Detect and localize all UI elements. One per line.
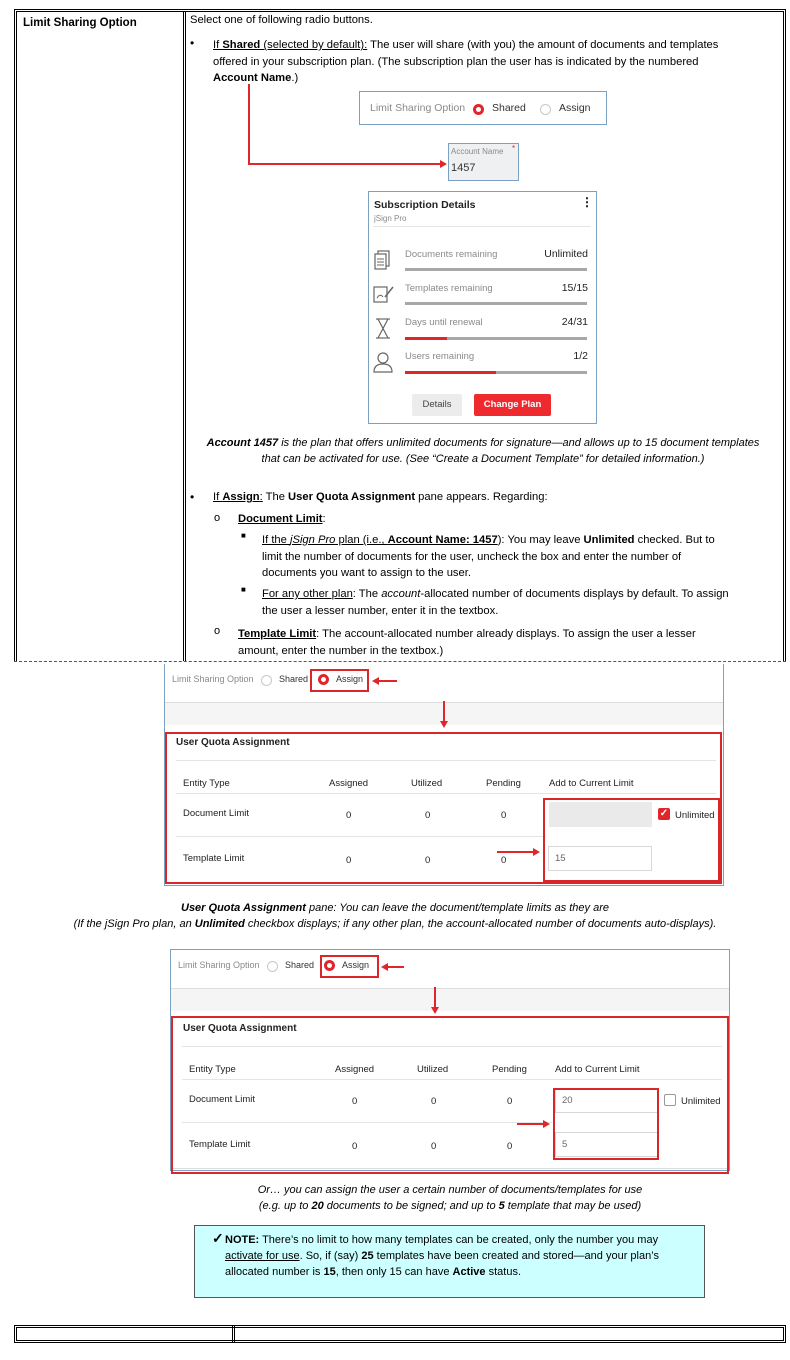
caption-quota-default: User Quota Assignment pane: You can leave the document/template limits as they are (If the jSign Pro plan, an Unlimited checkbox displays; if any other plan, the account-allocated number of documents auto-displays). xyxy=(73,902,717,930)
header-add-limit: Add to Current Limit xyxy=(555,1064,640,1075)
users-progress-fill xyxy=(405,371,496,374)
cell-pending: 0 xyxy=(507,1141,513,1152)
assign-radio-label: Assign xyxy=(336,674,364,684)
assign-radio-label: Assign xyxy=(342,960,370,970)
bullet-assign-text: If Assign: The User Quota Assignment pane appears. Regarding: xyxy=(213,491,548,503)
subscription-card xyxy=(368,191,597,424)
header-utilized: Utilized xyxy=(411,778,443,789)
shared-radio-label: Shared xyxy=(279,674,309,684)
assign-highlight xyxy=(320,955,379,978)
connector-line xyxy=(248,84,250,164)
sub-sub-bullet: ■ xyxy=(241,585,246,594)
shared-radio-label: Shared xyxy=(492,102,526,114)
templates-remaining-label: Templates remaining xyxy=(405,283,493,294)
arrow-left-icon xyxy=(381,963,388,971)
unlimited-label: Unlimited xyxy=(681,1096,721,1107)
template-limit-input[interactable]: 5 xyxy=(555,1132,658,1157)
header-assigned: Assigned xyxy=(335,1064,375,1075)
sub-sub-bullet: ■ xyxy=(241,531,246,540)
templates-progress xyxy=(405,302,587,305)
table-divider xyxy=(232,1325,235,1343)
shared-radio[interactable] xyxy=(261,674,272,686)
limit-column-highlight xyxy=(543,798,720,882)
header-entity-type: Entity Type xyxy=(183,778,230,789)
caption-account: Account 1457 is the plan that offers unlimited documents for signature—and allows up to 15 document templates that can be activated for use. (See “Create a Document Template” for detailed information.) xyxy=(206,437,760,465)
account-name-value: 1457 xyxy=(451,162,476,174)
arrow-left-icon xyxy=(372,677,379,685)
connector-line xyxy=(248,163,440,165)
documents-icon xyxy=(374,249,394,271)
users-remaining-label: Users remaining xyxy=(405,351,475,362)
more-menu-icon[interactable]: ⋮ xyxy=(581,195,593,209)
arrow-right-icon xyxy=(533,848,540,856)
limit-sharing-widget xyxy=(359,91,607,125)
cell-pending: 0 xyxy=(507,1096,513,1107)
subscription-plan: jSign Pro xyxy=(374,214,407,223)
limit-sharing-label: Limit Sharing Option xyxy=(370,102,466,114)
days-renewal-label: Days until renewal xyxy=(405,317,483,328)
bottom-table-row xyxy=(14,1325,786,1343)
documents-remaining-value: Unlimited xyxy=(544,248,588,260)
row-template-limit: Template Limit xyxy=(183,853,245,864)
cell-pending: 0 xyxy=(501,810,507,821)
bullet-dot: • xyxy=(190,36,195,50)
arrow-right-icon xyxy=(543,1120,550,1128)
days-progress-fill xyxy=(405,337,447,340)
limit-sharing-label: Limit Sharing Option xyxy=(178,960,260,970)
required-star: * xyxy=(512,144,516,153)
header-pending: Pending xyxy=(486,778,521,789)
arrow-down-icon xyxy=(431,1007,439,1014)
row-document-limit: Document Limit xyxy=(183,808,249,819)
cell-utilized: 0 xyxy=(425,855,431,866)
subscription-title: Subscription Details xyxy=(374,199,476,211)
cell-utilized: 0 xyxy=(425,810,431,821)
checkmark-icon: ✓ xyxy=(212,1230,224,1246)
header-add-limit: Add to Current Limit xyxy=(549,778,634,789)
quota-title: User Quota Assignment xyxy=(183,1023,297,1034)
cell-utilized: 0 xyxy=(431,1141,437,1152)
template-edit-icon xyxy=(373,283,395,305)
unlimited-checkbox[interactable]: ✓ xyxy=(659,808,669,819)
note-box: ✓ NOTE: There’s no limit to how many templates can be created, only the number you may activate for use. So, if (say) 25 templates have been created and stored—and your plan’s allocated number is 15, then only 15 can have Active status. xyxy=(194,1225,705,1298)
document-limit-heading: Document Limit: xyxy=(238,513,326,525)
spacer-band xyxy=(171,989,729,1011)
divider xyxy=(373,226,591,227)
limit-sharing-label: Limit Sharing Option xyxy=(172,674,254,684)
account-name-label: Account Name xyxy=(451,147,504,156)
header-pending: Pending xyxy=(492,1064,527,1075)
table-divider xyxy=(183,12,186,661)
arrow-shaft xyxy=(517,1123,543,1125)
days-renewal-value: 24/31 xyxy=(561,316,588,328)
cell-utilized: 0 xyxy=(431,1096,437,1107)
page-break-line xyxy=(14,661,786,662)
cell-pending: 0 xyxy=(501,855,507,866)
details-button[interactable]: Details xyxy=(412,394,462,416)
cell-assigned: 0 xyxy=(352,1096,358,1107)
header-utilized: Utilized xyxy=(417,1064,449,1075)
arrow-shaft xyxy=(388,966,404,968)
row-document-limit: Document Limit xyxy=(189,1094,255,1105)
template-limit-text: Template Limit: The account-allocated number already displays. To assign the user a lesser amount, enter the number in the textbox.) xyxy=(238,628,696,657)
cell-assigned: 0 xyxy=(352,1141,358,1152)
row-template-limit: Template Limit xyxy=(189,1139,251,1150)
document-limit-input[interactable]: 20 xyxy=(555,1088,658,1113)
arrow-shaft xyxy=(434,987,436,1007)
limit-column-highlight xyxy=(553,1088,659,1160)
document-limit-jsign-text: If the jSign Pro plan (i.e., Account Name: 1457): You may leave Unlimited checked. But to limit the number of documents for the user, uncheck the box and enter the number of documents you want to assign to the user. xyxy=(262,534,715,579)
shared-radio[interactable] xyxy=(267,960,278,972)
change-plan-button[interactable]: Change Plan xyxy=(474,394,551,416)
user-icon xyxy=(373,351,395,373)
template-limit-input[interactable]: 15 xyxy=(548,846,652,871)
bullet-dot: • xyxy=(190,490,195,504)
cell-assigned: 0 xyxy=(346,855,352,866)
row-label: Limit Sharing Option xyxy=(23,17,137,29)
bullet-shared-text: If Shared (selected by default): The user will share (with you) the amount of documents and templates offered in your subscription plan. (The subscription plan the user has is indicated by the numbered Account Name.) xyxy=(213,39,719,84)
templates-remaining-value: 15/15 xyxy=(561,282,588,294)
assign-highlight xyxy=(310,669,369,692)
unlimited-label: Unlimited xyxy=(675,810,715,821)
sub-bullet-o: o xyxy=(214,625,221,637)
arrow-right-icon xyxy=(440,160,447,168)
assign-radio[interactable] xyxy=(540,103,551,115)
caption-quota-custom: Or… you can assign the user a certain number of documents/templates for use (e.g. up to 20 documents to be signed; and up to 5 template that may be used) xyxy=(257,1184,643,1212)
quota-title: User Quota Assignment xyxy=(176,737,290,748)
cell-assigned: 0 xyxy=(346,810,352,821)
sub-bullet-o: o xyxy=(214,512,221,524)
shared-radio-label: Shared xyxy=(285,960,315,970)
arrow-shaft xyxy=(443,701,445,721)
assign-radio-label: Assign xyxy=(559,102,591,114)
documents-progress xyxy=(405,268,587,271)
arrow-shaft xyxy=(379,680,397,682)
account-name-field[interactable] xyxy=(448,143,519,181)
intro-text: Select one of following radio buttons. xyxy=(190,14,373,26)
shared-radio[interactable] xyxy=(473,103,484,115)
header-assigned: Assigned xyxy=(329,778,369,789)
arrow-shaft xyxy=(497,851,533,853)
document-limit-other-text: For any other plan: The account-allocated number of documents displays by default. To assign the user a lesser number, enter it in the textbox. xyxy=(262,588,729,617)
documents-remaining-label: Documents remaining xyxy=(405,249,498,260)
arrow-down-icon xyxy=(440,721,448,728)
hourglass-icon xyxy=(375,318,393,340)
header-entity-type: Entity Type xyxy=(189,1064,236,1075)
users-remaining-value: 1/2 xyxy=(573,350,588,362)
